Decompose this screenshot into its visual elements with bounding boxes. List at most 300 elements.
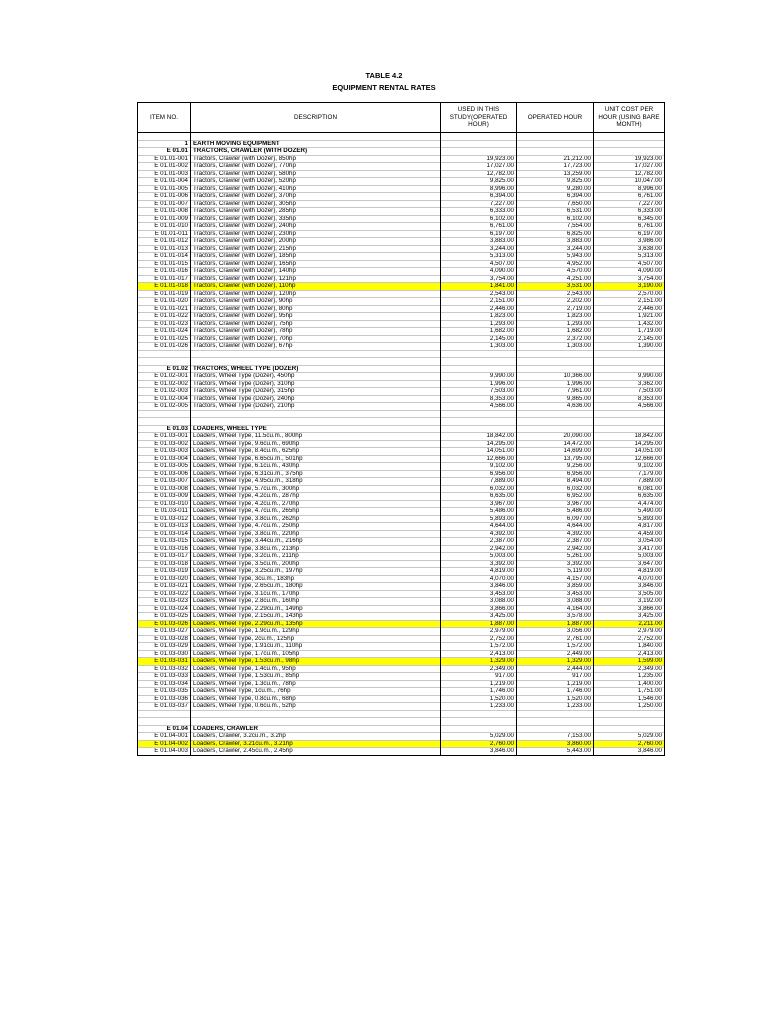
used-in-study-cell: 5,893.00 xyxy=(441,515,517,523)
operated-hour-cell: 1,823.00 xyxy=(517,313,594,321)
item-no-cell: E 01.01-024 xyxy=(138,328,191,336)
operated-hour-cell xyxy=(517,410,594,418)
table-row xyxy=(138,665,665,673)
description-cell: Tractors, Crawler (with Dozer), 67hp xyxy=(191,343,441,351)
description-cell: Loaders, Wheel Type, 4.2cu.m., 270hp xyxy=(191,500,441,508)
operated-hour-cell: 6,394.00 xyxy=(517,193,594,201)
unit-cost-cell: 3,846.00 xyxy=(594,748,665,756)
item-no-cell: E 01.03-027 xyxy=(138,628,191,636)
used-in-study-cell: 2,145.00 xyxy=(441,335,517,343)
operated-hour-cell: 5,119.00 xyxy=(517,568,594,576)
operated-hour-cell: 14,472.00 xyxy=(517,440,594,448)
unit-cost-cell: 5,893.00 xyxy=(594,515,665,523)
item-no-cell: E 01.03-001 xyxy=(138,433,191,441)
used-in-study-cell: 3,453.00 xyxy=(441,590,517,598)
item-no-cell: E 01.02-003 xyxy=(138,388,191,396)
unit-cost-cell: 1,751.00 xyxy=(594,688,665,696)
unit-cost-cell: 14,295.00 xyxy=(594,440,665,448)
item-no-cell: E 01.03-026 xyxy=(138,620,191,628)
table-row xyxy=(138,688,665,696)
table-row xyxy=(138,650,665,658)
unit-cost-cell: 1,546.00 xyxy=(594,695,665,703)
item-no-cell: E 01.01-011 xyxy=(138,230,191,238)
operated-hour-cell xyxy=(517,350,594,358)
table-row xyxy=(138,523,665,531)
table-row xyxy=(138,568,665,576)
unit-cost-cell: 8,996.00 xyxy=(594,185,665,193)
item-no-cell: E 01.03-012 xyxy=(138,515,191,523)
operated-hour-cell: 1,233.00 xyxy=(517,703,594,711)
operated-hour-cell: 1,329.00 xyxy=(517,658,594,666)
description-cell: Tractors, Crawler (with Dozer), 410hp xyxy=(191,185,441,193)
item-no-cell: E 01.03-019 xyxy=(138,568,191,576)
unit-cost-cell: 4,817.00 xyxy=(594,523,665,531)
item-no-cell: E 01.04-001 xyxy=(138,733,191,741)
operated-hour-cell: 6,032.00 xyxy=(517,485,594,493)
used-in-study-cell: 6,761.00 xyxy=(441,223,517,231)
item-no-cell: E 01.03-015 xyxy=(138,538,191,546)
description-cell: Tractors, Crawler (with Dozer), 240hp xyxy=(191,223,441,231)
operated-hour-cell: 13,795.00 xyxy=(517,455,594,463)
table-row xyxy=(138,275,665,283)
table-row xyxy=(138,545,665,553)
item-no-cell: E 01.04 xyxy=(138,725,191,733)
operated-hour-cell: 14,699.00 xyxy=(517,448,594,456)
item-no-cell: E 01.01-015 xyxy=(138,260,191,268)
operated-hour-cell: 2,372.00 xyxy=(517,335,594,343)
operated-hour-cell: 2,543.00 xyxy=(517,290,594,298)
used-in-study-cell: 1,823.00 xyxy=(441,313,517,321)
description-cell: Tractors, Crawler (with Dozer), 215hp xyxy=(191,245,441,253)
table-row xyxy=(138,268,665,276)
table-row xyxy=(138,658,665,666)
table-row xyxy=(138,328,665,336)
description-cell: Loaders, Wheel Type, 3.5cu.m., 200hp xyxy=(191,560,441,568)
description-cell: Tractors, Crawler (with Dozer), 121hp xyxy=(191,275,441,283)
used-in-study-cell: 3,088.00 xyxy=(441,598,517,606)
description-cell: Tractors, Wheel Type (Dozer), 315hp xyxy=(191,388,441,396)
item-no-cell: E 01.03-023 xyxy=(138,598,191,606)
description-cell: Loaders, Wheel Type, 2.29cu.m., 149hp xyxy=(191,605,441,613)
used-in-study-cell: 2,413.00 xyxy=(441,650,517,658)
used-in-study-cell: 4,566.00 xyxy=(441,403,517,411)
table-body xyxy=(138,133,665,756)
operated-hour-cell: 3,056.00 xyxy=(517,628,594,636)
description-cell: Tractors, Crawler (with Dozer), 80hp xyxy=(191,305,441,313)
operated-hour-cell: 6,956.00 xyxy=(517,470,594,478)
description-cell xyxy=(191,410,441,418)
unit-cost-cell: 3,505.00 xyxy=(594,590,665,598)
used-in-study-cell: 1,572.00 xyxy=(441,643,517,651)
table-title: EQUIPMENT RENTAL RATES xyxy=(332,83,436,92)
item-no-cell: E 01.03-005 xyxy=(138,463,191,471)
blank-row xyxy=(138,418,665,426)
item-no-cell: E 01.03-037 xyxy=(138,703,191,711)
operated-hour-cell: 6,952.00 xyxy=(517,493,594,501)
operated-hour-cell: 1,746.00 xyxy=(517,688,594,696)
item-no-cell xyxy=(138,418,191,426)
operated-hour-cell: 21,212.00 xyxy=(517,155,594,163)
unit-cost-cell: 4,474.00 xyxy=(594,500,665,508)
table-row xyxy=(138,395,665,403)
description-cell: Loaders, Wheel Type, 3.44cu.m., 216hp xyxy=(191,538,441,546)
operated-hour-cell: 6,531.00 xyxy=(517,208,594,216)
description-cell xyxy=(191,418,441,426)
unit-cost-cell: 4,090.00 xyxy=(594,268,665,276)
unit-cost-cell: 3,647.00 xyxy=(594,560,665,568)
description-cell: Tractors, Crawler (with Dozer), 580hp xyxy=(191,170,441,178)
item-no-cell: E 01.03-025 xyxy=(138,613,191,621)
operated-hour-cell xyxy=(517,710,594,718)
description-cell: Tractors, Crawler (with Dozer), 75hp xyxy=(191,320,441,328)
operated-hour-cell: 5,943.00 xyxy=(517,253,594,261)
used-in-study-cell: 6,102.00 xyxy=(441,215,517,223)
unit-cost-cell: 2,570.00 xyxy=(594,290,665,298)
table-row xyxy=(138,680,665,688)
used-in-study-cell: 2,446.00 xyxy=(441,305,517,313)
unit-cost-cell: 1,390.00 xyxy=(594,343,665,351)
operated-hour-cell: 3,244.00 xyxy=(517,245,594,253)
operated-hour-cell: 9,825.00 xyxy=(517,178,594,186)
used-in-study-cell xyxy=(441,410,517,418)
unit-cost-cell xyxy=(594,418,665,426)
used-in-study-cell xyxy=(441,350,517,358)
operated-hour-cell: 3,578.00 xyxy=(517,613,594,621)
operated-hour-cell: 17,723.00 xyxy=(517,163,594,171)
unit-cost-cell xyxy=(594,350,665,358)
unit-cost-cell: 3,190.00 xyxy=(594,283,665,291)
table-row xyxy=(138,260,665,268)
table-row xyxy=(138,320,665,328)
table-row xyxy=(138,613,665,621)
description-cell: Loaders, Wheel Type, 2.15cu.m., 143hp xyxy=(191,613,441,621)
used-in-study-cell: 2,387.00 xyxy=(441,538,517,546)
description-cell: Loaders, Wheel Type, 2.8cu.m., 160hp xyxy=(191,598,441,606)
unit-cost-cell: 2,211.00 xyxy=(594,620,665,628)
unit-cost-cell: 3,362.00 xyxy=(594,380,665,388)
used-in-study-cell: 2,349.00 xyxy=(441,665,517,673)
table-row xyxy=(138,215,665,223)
description-cell: Loaders, Wheel Type, 3.8cu.m., 262hp xyxy=(191,515,441,523)
section-header-row xyxy=(138,148,665,156)
description-cell: Loaders, Wheel Type, 0.8cu.m., 68hp xyxy=(191,695,441,703)
unit-cost-cell: 1,840.00 xyxy=(594,643,665,651)
item-no-cell: E 01.03-030 xyxy=(138,650,191,658)
table-row xyxy=(138,155,665,163)
table-row xyxy=(138,448,665,456)
used-in-study-cell xyxy=(441,140,517,148)
operated-hour-cell xyxy=(517,418,594,426)
description-cell: Tractors, Crawler (with Dozer), 370hp xyxy=(191,193,441,201)
item-no-cell: E 01.03-034 xyxy=(138,680,191,688)
operated-hour-cell: 1,996.00 xyxy=(517,380,594,388)
table-row xyxy=(138,733,665,741)
item-no-cell: E 01.01-001 xyxy=(138,155,191,163)
unit-cost-cell: 2,151.00 xyxy=(594,298,665,306)
section-header-row xyxy=(138,365,665,373)
unit-cost-cell: 4,566.00 xyxy=(594,403,665,411)
used-in-study-cell: 1,841.00 xyxy=(441,283,517,291)
item-no-cell: E 01.01-007 xyxy=(138,200,191,208)
description-cell: TRACTORS, CRAWLER (WITH DOZER) xyxy=(191,148,441,156)
item-no-cell xyxy=(138,133,191,141)
used-in-study-cell: 6,635.00 xyxy=(441,493,517,501)
col-header-unit-cost: UNIT COST PER HOUR (USING BARE MONTH) xyxy=(594,103,665,133)
used-in-study-cell: 1,303.00 xyxy=(441,343,517,351)
table-row xyxy=(138,590,665,598)
unit-cost-cell: 6,761.00 xyxy=(594,223,665,231)
description-cell: Loaders, Wheel Type, 6.1cu.m., 430hp xyxy=(191,463,441,471)
operated-hour-cell: 20,090.00 xyxy=(517,433,594,441)
item-no-cell: E 01.04-003 xyxy=(138,748,191,756)
item-no-cell: E 01.03-018 xyxy=(138,560,191,568)
used-in-study-cell: 5,486.00 xyxy=(441,508,517,516)
description-cell: Tractors, Crawler (with Dozer), 95hp xyxy=(191,313,441,321)
operated-hour-cell: 3,967.00 xyxy=(517,500,594,508)
description-cell: Tractors, Crawler (with Dozer), 850hp xyxy=(191,155,441,163)
description-cell xyxy=(191,718,441,726)
unit-cost-cell: 7,503.00 xyxy=(594,388,665,396)
item-no-cell: E 01.03-003 xyxy=(138,448,191,456)
operated-hour-cell: 3,088.00 xyxy=(517,598,594,606)
unit-cost-cell: 3,754.00 xyxy=(594,275,665,283)
operated-hour-cell: 1,293.00 xyxy=(517,320,594,328)
table-row xyxy=(138,253,665,261)
used-in-study-cell: 5,029.00 xyxy=(441,733,517,741)
used-in-study-cell xyxy=(441,133,517,141)
operated-hour-cell: 10,366.00 xyxy=(517,373,594,381)
operated-hour-cell: 9,256.00 xyxy=(517,463,594,471)
item-no-cell: 1 xyxy=(138,140,191,148)
used-in-study-cell: 2,151.00 xyxy=(441,298,517,306)
unit-cost-cell xyxy=(594,710,665,718)
item-no-cell: E 01.01-019 xyxy=(138,290,191,298)
unit-cost-cell xyxy=(594,425,665,433)
item-no-cell: E 01.01-012 xyxy=(138,238,191,246)
unit-cost-cell: 1,250.00 xyxy=(594,703,665,711)
description-cell: Tractors, Crawler (with Dozer), 70hp xyxy=(191,335,441,343)
unit-cost-cell: 3,417.00 xyxy=(594,545,665,553)
description-cell: Tractors, Crawler (with Dozer), 110hp xyxy=(191,283,441,291)
operated-hour-cell: 4,251.00 xyxy=(517,275,594,283)
table-row xyxy=(138,628,665,636)
item-no-cell: E 01.03-006 xyxy=(138,470,191,478)
blank-row xyxy=(138,710,665,718)
used-in-study-cell xyxy=(441,718,517,726)
item-no-cell: E 01.03-013 xyxy=(138,523,191,531)
section-header-row xyxy=(138,425,665,433)
operated-hour-cell xyxy=(517,133,594,141)
blank-row xyxy=(138,410,665,418)
used-in-study-cell: 5,003.00 xyxy=(441,553,517,561)
description-cell: Tractors, Wheel Type (Dozer), 310hp xyxy=(191,380,441,388)
description-cell: Tractors, Crawler (with Dozer), 78hp xyxy=(191,328,441,336)
operated-hour-cell: 6,102.00 xyxy=(517,215,594,223)
item-no-cell: E 01.01-017 xyxy=(138,275,191,283)
operated-hour-cell xyxy=(517,140,594,148)
item-no-cell: E 01.01-009 xyxy=(138,215,191,223)
used-in-study-cell: 7,889.00 xyxy=(441,478,517,486)
col-header-operated-hour: OPERATED HOUR xyxy=(517,103,594,133)
table-row xyxy=(138,170,665,178)
col-header-used-in-study: USED IN THIS STUDY(OPERATED HOUR) xyxy=(441,103,517,133)
table-row xyxy=(138,605,665,613)
description-cell: Tractors, Crawler (with Dozer), 90hp xyxy=(191,298,441,306)
description-cell: Loaders, Wheel Type, 3.8cu.m., 220hp xyxy=(191,530,441,538)
used-in-study-cell xyxy=(441,365,517,373)
used-in-study-cell: 1,329.00 xyxy=(441,658,517,666)
unit-cost-cell: 5,003.00 xyxy=(594,553,665,561)
operated-hour-cell: 1,303.00 xyxy=(517,343,594,351)
used-in-study-cell: 12,782.00 xyxy=(441,170,517,178)
table-row xyxy=(138,298,665,306)
table-row xyxy=(138,455,665,463)
used-in-study-cell: 3,883.00 xyxy=(441,238,517,246)
used-in-study-cell: 12,666.00 xyxy=(441,455,517,463)
description-cell: Loaders, Wheel Type, 1.3cu.m., 78hp xyxy=(191,680,441,688)
description-cell: Tractors, Wheel Type (Dozer), 450hp xyxy=(191,373,441,381)
unit-cost-cell: 6,081.00 xyxy=(594,485,665,493)
used-in-study-cell: 3,846.00 xyxy=(441,748,517,756)
description-cell: Tractors, Crawler (with Dozer), 520hp xyxy=(191,178,441,186)
table-row xyxy=(138,343,665,351)
unit-cost-cell xyxy=(594,725,665,733)
unit-cost-cell: 1,235.00 xyxy=(594,673,665,681)
used-in-study-cell: 14,051.00 xyxy=(441,448,517,456)
used-in-study-cell: 6,333.00 xyxy=(441,208,517,216)
item-no-cell: E 01.01-014 xyxy=(138,253,191,261)
table-row xyxy=(138,703,665,711)
used-in-study-cell: 917.00 xyxy=(441,673,517,681)
operated-hour-cell xyxy=(517,148,594,156)
description-cell: Loaders, Crawler, 2.45cu.m., 2.45hp xyxy=(191,748,441,756)
description-cell: Tractors, Crawler (with Dozer), 285hp xyxy=(191,208,441,216)
col-header-description: DESCRIPTION xyxy=(191,103,441,133)
operated-hour-cell: 6,825.00 xyxy=(517,230,594,238)
used-in-study-cell: 3,244.00 xyxy=(441,245,517,253)
used-in-study-cell: 6,956.00 xyxy=(441,470,517,478)
table-row xyxy=(138,238,665,246)
equipment-rental-rates-table xyxy=(137,102,665,756)
item-no-cell: E 01.01-018 xyxy=(138,283,191,291)
operated-hour-cell: 7,961.00 xyxy=(517,388,594,396)
description-cell: LOADERS, WHEEL TYPE xyxy=(191,425,441,433)
description-cell: Tractors, Crawler (with Dozer), 165hp xyxy=(191,260,441,268)
operated-hour-cell: 3,860.00 xyxy=(517,740,594,748)
item-no-cell: E 01.03-031 xyxy=(138,658,191,666)
item-no-cell: E 01.01 xyxy=(138,148,191,156)
operated-hour-cell: 2,387.00 xyxy=(517,538,594,546)
table-row xyxy=(138,493,665,501)
unit-cost-cell: 4,459.00 xyxy=(594,530,665,538)
used-in-study-cell: 1,996.00 xyxy=(441,380,517,388)
description-cell: Loaders, Wheel Type, 4.95cu.m., 318hp xyxy=(191,478,441,486)
unit-cost-cell xyxy=(594,140,665,148)
operated-hour-cell xyxy=(517,725,594,733)
unit-cost-cell xyxy=(594,365,665,373)
item-no-cell: E 01.01-016 xyxy=(138,268,191,276)
unit-cost-cell: 3,638.00 xyxy=(594,245,665,253)
item-no-cell: E 01.03-017 xyxy=(138,553,191,561)
item-no-cell: E 01.01-022 xyxy=(138,313,191,321)
unit-cost-cell: 1,921.00 xyxy=(594,313,665,321)
item-no-cell xyxy=(138,710,191,718)
used-in-study-cell: 8,996.00 xyxy=(441,185,517,193)
operated-hour-cell: 5,261.00 xyxy=(517,553,594,561)
unit-cost-cell: 3,054.00 xyxy=(594,538,665,546)
description-cell: Loaders, Wheel Type, 3.8cu.m., 213hp xyxy=(191,545,441,553)
operated-hour-cell: 7,554.00 xyxy=(517,223,594,231)
used-in-study-cell: 18,842.00 xyxy=(441,433,517,441)
item-no-cell: E 01.01-003 xyxy=(138,170,191,178)
table-row xyxy=(138,583,665,591)
unit-cost-cell: 2,979.00 xyxy=(594,628,665,636)
used-in-study-cell: 2,979.00 xyxy=(441,628,517,636)
used-in-study-cell: 1,682.00 xyxy=(441,328,517,336)
description-cell: Loaders, Wheel Type, 4.7cu.m., 265hp xyxy=(191,508,441,516)
used-in-study-cell: 2,760.00 xyxy=(441,740,517,748)
operated-hour-cell: 4,952.00 xyxy=(517,260,594,268)
operated-hour-cell: 2,942.00 xyxy=(517,545,594,553)
unit-cost-cell: 3,986.00 xyxy=(594,238,665,246)
table-row xyxy=(138,673,665,681)
used-in-study-cell: 1,887.00 xyxy=(441,620,517,628)
description-cell: Loaders, Wheel Type, 9.6cu.m., 690hp xyxy=(191,440,441,448)
operated-hour-cell: 5,486.00 xyxy=(517,508,594,516)
item-no-cell: E 01.01-013 xyxy=(138,245,191,253)
table-row xyxy=(138,380,665,388)
unit-cost-cell: 5,490.00 xyxy=(594,508,665,516)
description-cell: Loaders, Wheel Type, 3cu.m., 183hp xyxy=(191,575,441,583)
used-in-study-cell: 6,394.00 xyxy=(441,193,517,201)
unit-cost-cell xyxy=(594,133,665,141)
operated-hour-cell: 3,531.00 xyxy=(517,283,594,291)
item-no-cell: E 01.03-014 xyxy=(138,530,191,538)
item-no-cell: E 01.01-004 xyxy=(138,178,191,186)
used-in-study-cell: 7,503.00 xyxy=(441,388,517,396)
operated-hour-cell: 7,153.00 xyxy=(517,733,594,741)
description-cell: Tractors, Crawler (with Dozer), 140hp xyxy=(191,268,441,276)
operated-hour-cell: 7,650.00 xyxy=(517,200,594,208)
section-header-row xyxy=(138,140,665,148)
description-cell xyxy=(191,358,441,366)
table-row xyxy=(138,163,665,171)
blank-row xyxy=(138,358,665,366)
used-in-study-cell: 4,392.00 xyxy=(441,530,517,538)
used-in-study-cell xyxy=(441,710,517,718)
unit-cost-cell: 3,192.00 xyxy=(594,598,665,606)
table-row xyxy=(138,740,665,748)
used-in-study-cell: 4,070.00 xyxy=(441,575,517,583)
used-in-study-cell: 6,032.00 xyxy=(441,485,517,493)
table-row xyxy=(138,208,665,216)
table-row xyxy=(138,403,665,411)
unit-cost-cell: 2,349.00 xyxy=(594,665,665,673)
unit-cost-cell: 2,413.00 xyxy=(594,650,665,658)
blank-row xyxy=(138,718,665,726)
used-in-study-cell: 1,520.00 xyxy=(441,695,517,703)
table-row xyxy=(138,478,665,486)
operated-hour-cell: 2,444.00 xyxy=(517,665,594,673)
table-row xyxy=(138,230,665,238)
item-no-cell: E 01.03-016 xyxy=(138,545,191,553)
unit-cost-cell: 17,027.00 xyxy=(594,163,665,171)
table-number: TABLE 4.2 xyxy=(365,71,403,80)
unit-cost-cell: 6,197.00 xyxy=(594,230,665,238)
description-cell: TRACTORS, WHEEL TYPE (DOZER) xyxy=(191,365,441,373)
unit-cost-cell xyxy=(594,718,665,726)
item-no-cell: E 01.03-028 xyxy=(138,635,191,643)
